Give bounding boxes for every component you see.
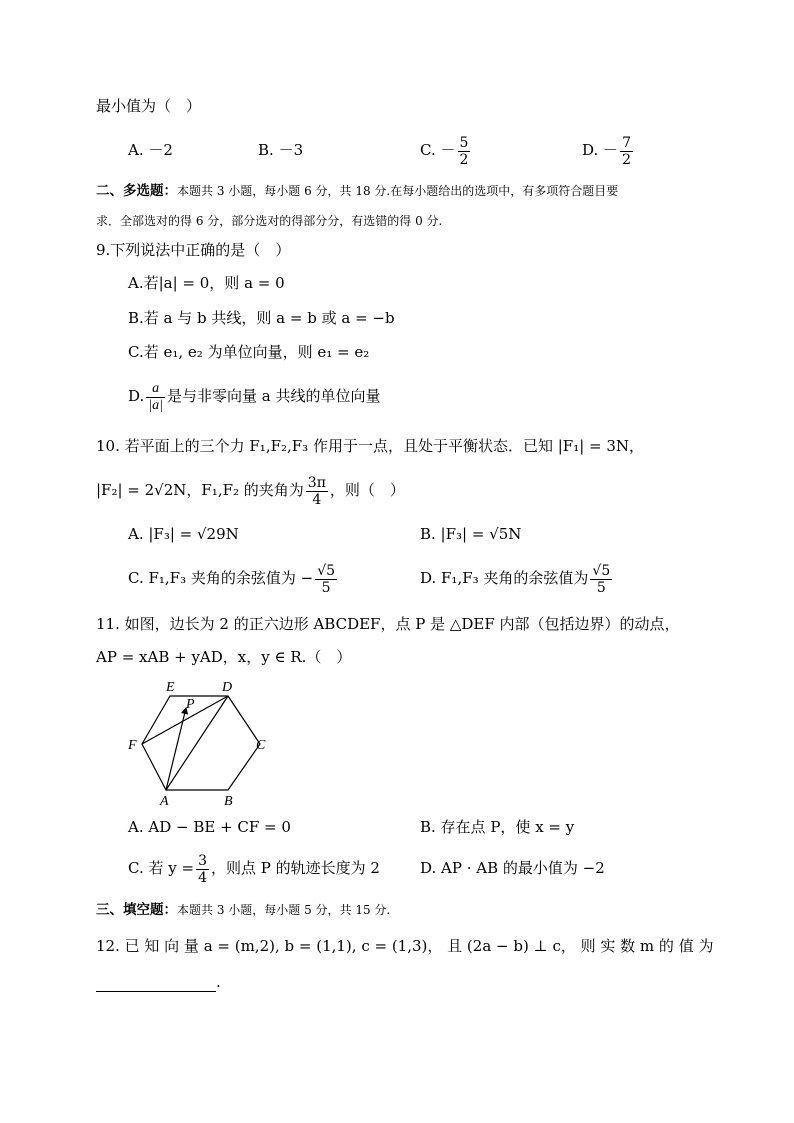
q11-option-d: D. AP · AB 的最小值为 −2 [420, 859, 605, 877]
q11-stem-line1: 11. 如图，边长为 2 的正六边形 ABCDEF，点 P 是 △DEF 内部（包括边界）的动点， [96, 615, 680, 633]
section2-header [96, 180, 618, 201]
option-text: －3 [278, 141, 304, 159]
hexagon-figure [120, 672, 280, 812]
option-label: D. [582, 141, 599, 159]
q11-option-c: C. 若 y = $\frac{3}{4}$ ，则点 P 的轨迹长度为 2 [128, 852, 380, 886]
q11-option-b: B. 存在点 P，使 x = y [420, 818, 575, 836]
q10-option-c: C. F₁,F₃ 夹角的余弦值为 − $\frac{√5}{5}$ [128, 562, 336, 596]
option-label: C. [420, 141, 436, 159]
q9-option-a: A.若|a| = 0，则 a = 0 [128, 274, 285, 292]
fraction: $\frac{5}{2}$ [459, 134, 469, 168]
q12-stem: 12. 已 知 向 量 a = (m,2), b = (1,1), c = (1,3)， 且 (2a − b) ⊥ c， 则 实 数 m 的 值 为 [96, 937, 714, 955]
option-label: B. [258, 141, 274, 159]
segment-fd [142, 696, 228, 744]
label-f: F [128, 738, 137, 753]
option-text: 是与非零向量 a 共线的单位向量 [166, 387, 381, 405]
label-d: D [222, 680, 233, 695]
section3-title: 三、填空题： [96, 902, 177, 918]
section2-desc2: 求．全部选对的得 6 分，部分选对的得部分分，有选错的得 0 分. [96, 214, 443, 228]
fraction: $\frac{3}{4}$ [198, 852, 207, 886]
option-label: A. [128, 141, 144, 159]
section3-header [96, 899, 390, 920]
q9-option-b: B.若 a 与 b 共线，则 a = b 或 a = −b [128, 309, 395, 327]
q8-option-a [128, 140, 173, 160]
q8-option-d [582, 130, 635, 170]
label-a: A [160, 794, 169, 809]
label-c: C [256, 738, 266, 753]
q8-option-b [258, 140, 303, 160]
q9-stem: 9.下列说法中正确的是（ ） [96, 241, 291, 259]
option-sign: － [603, 141, 619, 159]
label-b: B [224, 794, 233, 809]
segment-ap [166, 708, 186, 790]
section2-desc1: 本题共 3 小题，每小题 6 分，共 18 分.在每小题给出的选项中，有多项符合题目要 [177, 184, 619, 198]
fraction: $\frac{√5}{5}$ [592, 562, 611, 596]
option-label: D. [128, 387, 145, 405]
q8-stem-end: 最小值为（ ） [96, 97, 202, 115]
fraction: $\frac{7}{2}$ [622, 134, 631, 168]
section3-desc: 本题共 3 小题，每小题 5 分，共 15 分. [177, 903, 391, 917]
fraction: $\frac{√5}{5}$ [317, 562, 336, 596]
label-e: E [166, 680, 175, 695]
q10-stem-line2: |F₂| = 2√2N，F₁,F₂ 的夹角为 $\frac{3\pi}{4}$ ，则（ ） [96, 474, 405, 508]
q10-option-b: B. |F₃| = √5N [420, 525, 522, 543]
q9-option-c: C.若 e₁, e₂ 为单位向量，则 e₁ = e₂ [128, 343, 370, 361]
segment-ad [166, 696, 228, 790]
option-text: －2 [148, 141, 173, 159]
answer-blank[interactable] [96, 977, 216, 992]
option-sign: － [440, 141, 456, 159]
q11-option-a: A. AD − BE + CF = 0 [128, 818, 291, 836]
q12-answer-line: . [96, 972, 221, 992]
q9-option-d [128, 376, 380, 416]
q10-option-d: D. F₁,F₃ 夹角的余弦值为 $\frac{√5}{5}$ [420, 562, 611, 596]
q10-option-a: A. |F₃| = √29N [128, 525, 239, 543]
fraction: $\frac{a}{|a|}$ [148, 380, 163, 413]
label-p: P [186, 697, 195, 712]
q10-stem-line1: 10. 若平面上的三个力 F₁,F₂,F₃ 作用于一点，且处于平衡状态．已知 |F₁| = 3N， [96, 437, 645, 455]
q8-option-c [420, 130, 472, 170]
section2-title: 二、多选题： [96, 183, 177, 199]
fraction: $\frac{3\pi}{4}$ [307, 474, 326, 508]
hexagon-outline [142, 696, 260, 790]
q11-stem-line2: AP = xAB + yAD，x，y ∈ R.（ ） [96, 648, 352, 666]
